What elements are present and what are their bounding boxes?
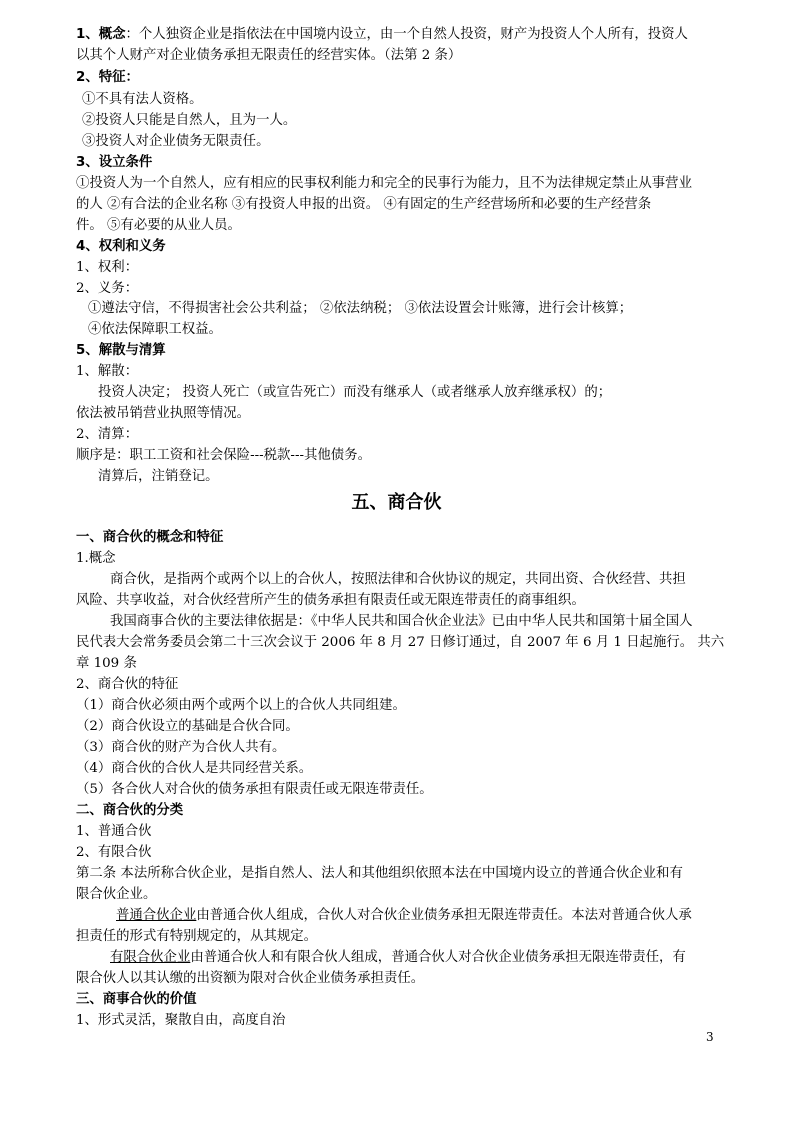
list-item: 2、清算：: [76, 427, 139, 442]
paragraph-line: ①投资人为一个自然人，应有相应的民事权利能力和完全的民事行为能力，且不为法律规定禁止从事营业: [76, 176, 692, 191]
list-item: （3）商合伙的财产为合伙人共有。: [76, 740, 286, 755]
list-item: （4）商合伙的合伙人是共同经营关系。: [76, 761, 313, 776]
list-item: 2、有限合伙: [76, 845, 152, 860]
section-heading: 3、设立条件: [76, 155, 153, 170]
list-item: 1、解散：: [76, 364, 139, 379]
paragraph-text: 由普通合伙人和有限合伙人组成，普通合伙人对合伙企业债务承担无限连带责任，有: [190, 950, 686, 965]
term-limited-partnership: 有限合伙企业: [110, 950, 191, 965]
list-item: 2、义务：: [76, 281, 139, 296]
term-general-partnership: 普通合伙企业: [116, 908, 197, 923]
page-number: 3: [706, 1030, 714, 1044]
list-item: ④依法保障职工权益。: [88, 322, 222, 337]
paragraph-line: 第二条 本法所称合伙企业，是指自然人、法人和其他组织依照本法在中国境内设立的普通合伙企业和有: [76, 866, 683, 881]
paragraph-line: 民代表大会常务委员会第二十三次会议于 2006 年 8 月 27 日修订通过，自 2007 年 6 月 1 日起施行。 共六: [76, 635, 725, 650]
list-item: 1、普通合伙: [76, 824, 152, 839]
list-item: （2）商合伙设立的基础是合伙合同。: [76, 719, 299, 734]
section-heading: 4、权利和义务: [76, 239, 166, 254]
subheading: 1.概念: [76, 551, 116, 566]
section-heading: 2、特征：: [76, 70, 139, 85]
paragraph-line: 件。 ⑤有必要的从业人员。: [76, 218, 241, 233]
chapter-title: 五、商合伙: [351, 492, 442, 513]
section-heading: 1、概念: [76, 27, 126, 42]
subheading: 2、商合伙的特征: [76, 677, 179, 692]
list-item: （1）商合伙必须由两个或两个以上的合伙人共同组建。: [76, 698, 406, 713]
list-item: ①遵法守信，不得损害社会公共利益； ②依法纳税； ③依法设置会计账簿，进行会计核算；: [88, 301, 633, 316]
paragraph-text: ：个人独资企业是指依法在中国境内设立，由一个自然人投资，财产为投资人个人所有，投资人: [125, 27, 688, 42]
paragraph-line: [110, 947, 726, 968]
list-item: ③投资人对企业债务无限责任。: [82, 134, 270, 149]
paragraph-line: 顺序是：职工工资和社会保险---税款---其他债务。: [76, 448, 371, 463]
section-heading: 三、商事合伙的价值: [76, 992, 197, 1007]
paragraph-line: 我国商事合伙的主要法律依据是：《中华人民共和国合伙企业法》已由中华人民共和国第十届全国人: [110, 614, 693, 629]
list-item: ②投资人只能是自然人，且为一人。: [82, 113, 297, 128]
section-heading: 二、商合伙的分类: [76, 803, 184, 818]
paragraph-text: 由普通合伙人组成，合伙人对合伙企业债务承担无限连带责任。本法对普通合伙人承: [196, 908, 692, 923]
paragraph-line: 的人 ②有合法的企业名称 ③有投资人申报的出资。 ④有固定的生产经营场所和必要的生产经营条: [76, 197, 652, 212]
paragraph-line: 投资人决定； 投资人死亡（或宣告死亡）而没有继承人（或者继承人放弃继承权）的；: [98, 385, 612, 400]
concept-line: [76, 24, 726, 45]
paragraph-line: 商合伙，是指两个或两个以上的合伙人，按照法律和合伙协议的规定，共同出资、合伙经营、共担: [110, 572, 686, 587]
paragraph-line: 章 109 条: [76, 656, 137, 671]
paragraph-line: 担责任的形式有特别规定的，从其规定。: [76, 929, 318, 944]
paragraph-line: 依法被吊销营业执照等情况。: [76, 406, 251, 421]
list-item: 1、形式灵活，聚散自由，高度自治: [76, 1013, 286, 1028]
paragraph-line: 限合伙人以其认缴的出资额为限对合伙企业债务承担责任。: [76, 971, 425, 986]
paragraph-line: 风险、共享收益，对合伙经营所产生的债务承担有限责任或无限连带责任的商事组织。: [76, 593, 585, 608]
paragraph-line: [116, 905, 726, 926]
list-item: （5）各合伙人对合伙的债务承担有限责任或无限连带责任。: [76, 782, 433, 797]
list-item: ①不具有法人资格。: [82, 92, 203, 107]
section-heading: 5、解散与清算: [76, 343, 166, 358]
paragraph-line: 限合伙企业。: [76, 887, 157, 902]
paragraph-line: 清算后，注销登记。: [98, 469, 219, 484]
list-item: 1、权利：: [76, 260, 139, 275]
paragraph-line: 以其个人财产对企业债务承担无限责任的经营实体。（法第 2 条）: [76, 48, 462, 63]
section-heading: 一、商合伙的概念和特征: [76, 530, 224, 545]
